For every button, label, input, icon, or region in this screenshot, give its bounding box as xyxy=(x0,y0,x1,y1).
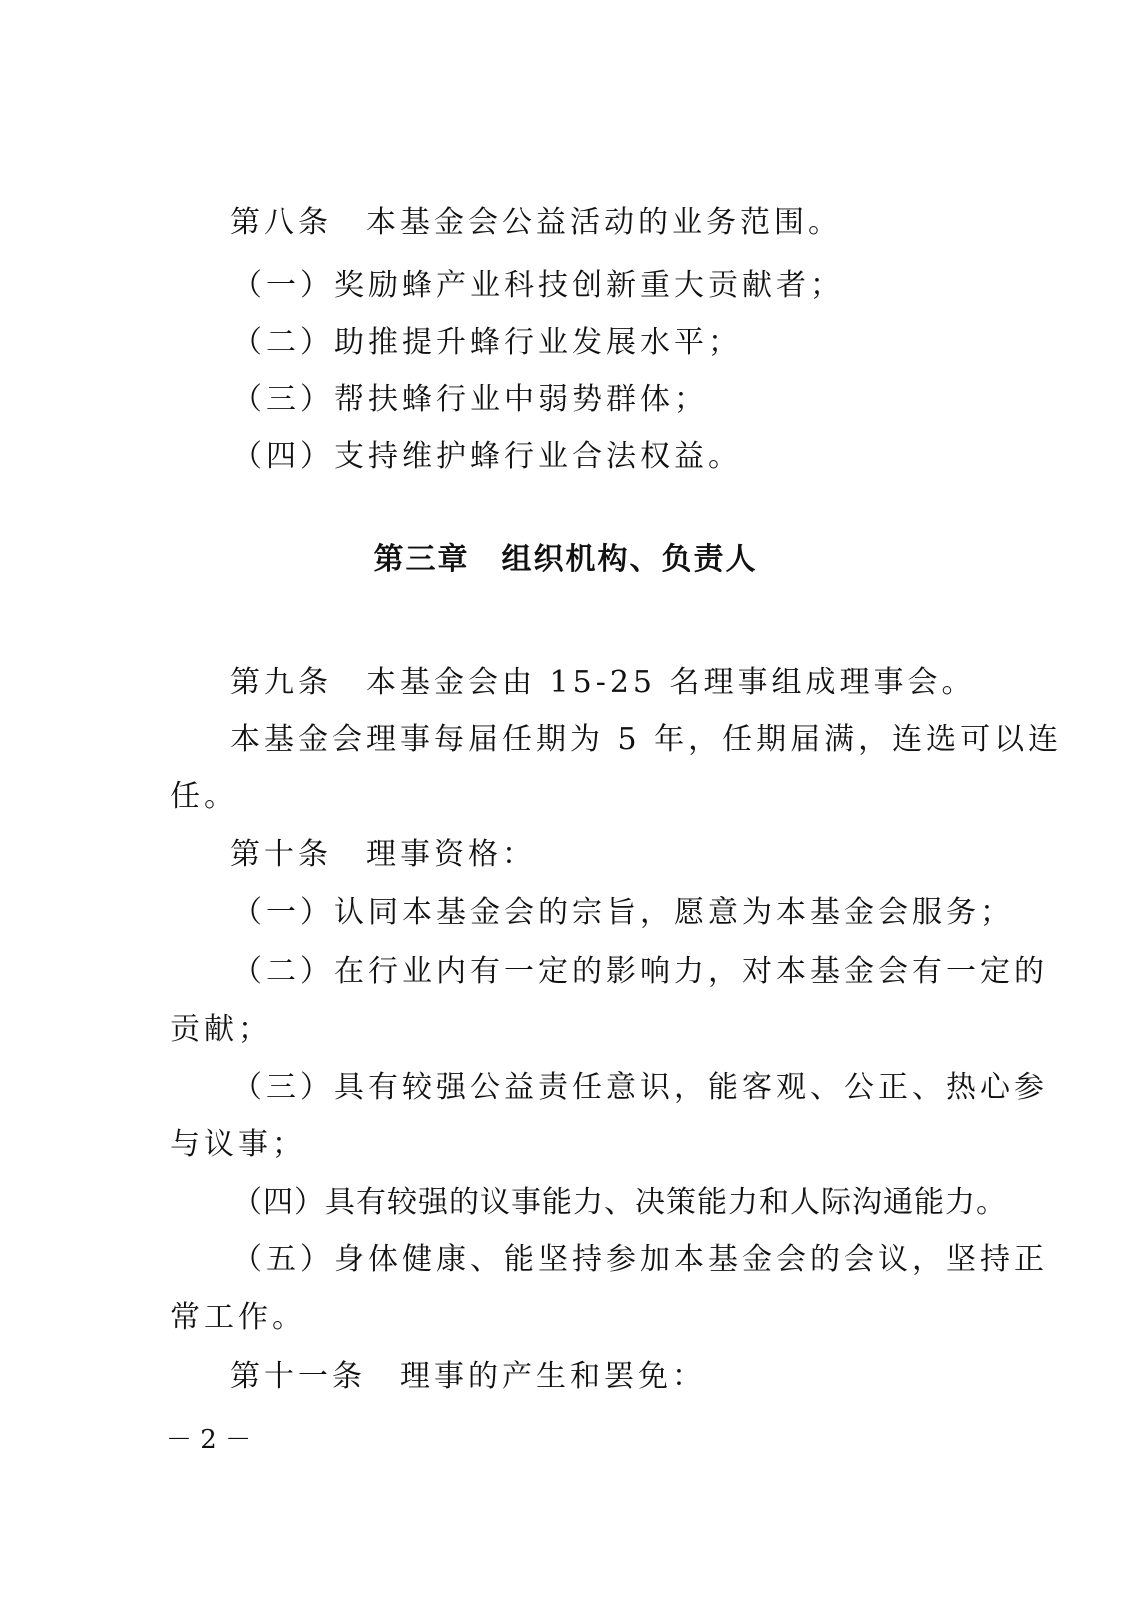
article-8-item-3: （三）帮扶蜂行业中弱势群体； xyxy=(232,382,708,417)
article-11-heading: 第十一条 理事的产生和罢免： xyxy=(230,1359,706,1394)
page-number: － 2 － xyxy=(166,1425,252,1455)
article-8-item-1: （一）奖励蜂产业科技创新重大贡献者； xyxy=(232,268,844,303)
article-8-item-2: （二）助推提升蜂行业发展水平； xyxy=(232,325,742,360)
article-10-item-5-line-1: （五）身体健康、能坚持参加本基金会的会议，坚持正 xyxy=(232,1242,1048,1277)
article-8-heading: 第八条 本基金会公益活动的业务范围。 xyxy=(230,205,842,240)
article-10-item-3-line-1: （三）具有较强公益责任意识，能客观、公正、热心参 xyxy=(232,1070,1048,1105)
article-10-item-2-line-2: 贡献； xyxy=(170,1012,272,1047)
article-9-heading: 第九条 本基金会由 15-25 名理事组成理事会。 xyxy=(230,665,976,700)
article-9-term-line-2: 任。 xyxy=(170,779,238,814)
article-10-item-3-line-2: 与议事； xyxy=(170,1127,306,1162)
article-10-item-1: （一）认同本基金会的宗旨，愿意为本基金会服务； xyxy=(232,895,1014,930)
article-10-item-2-line-1: （二）在行业内有一定的影响力，对本基金会有一定的 xyxy=(232,954,1048,989)
article-9-term-line-1: 本基金会理事每届任期为 5 年，任期届满，连选可以连 xyxy=(230,722,1063,757)
article-10-item-5-line-2: 常工作。 xyxy=(170,1300,306,1335)
article-10-heading: 第十条 理事资格： xyxy=(230,837,536,872)
article-8-item-4: （四）支持维护蜂行业合法权益。 xyxy=(232,439,742,474)
article-10-item-4: （四）具有较强的议事能力、决策能力和人际沟通能力。 xyxy=(232,1185,1007,1220)
chapter-3-title: 第三章 组织机构、负责人 xyxy=(373,542,758,577)
